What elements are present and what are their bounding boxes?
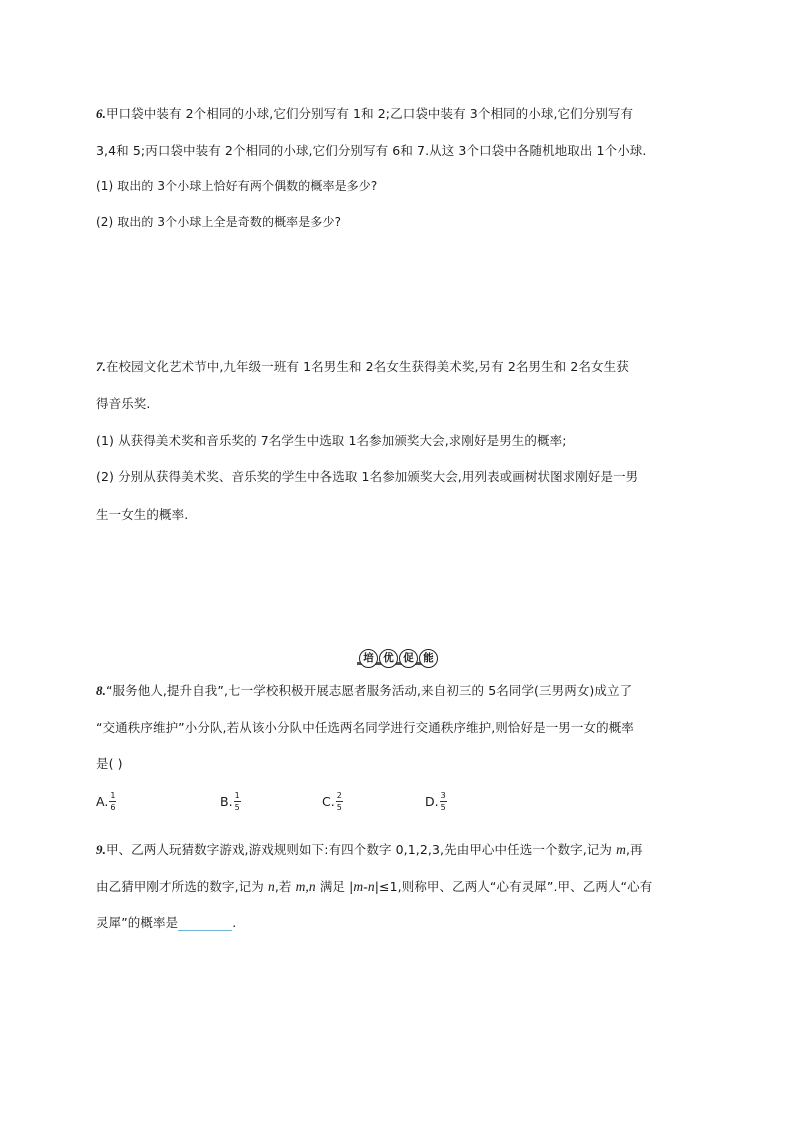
q8-text-line1: “服务他人,提升自我”,七一学校积极开展志愿者服务活动,来自初三的 5名同学(三男两女)成立了 [105,683,633,698]
q8-text-line2: “交通秩序维护”小分队,若从该小分队中任选两名同学进行交通秩序维护,则恰好是一男一女的概率 [96,720,634,735]
option-label: C. [322,794,335,809]
q6-number: 6. [96,106,106,121]
q8-option-b [220,790,241,813]
q9-text: 灵犀”的概率是 [96,915,179,930]
option-label: B. [220,794,233,809]
option-label: A. [96,794,109,809]
q9-line1 [96,842,643,858]
q6-line1 [96,106,633,122]
q9-text: 由乙猜甲刚才所选的数字,记为 [96,879,268,894]
q9-text: . [232,915,237,930]
q7-text-line1: 在校园文化艺术节中,九年级一班有 1名男生和 2名女生获得美术奖,另有 2名男生和 2名女生获 [105,359,629,374]
fraction [336,790,343,813]
variable-m: m [616,842,626,857]
q6-text-line2: 3,4和 5;丙口袋中装有 2个相同的小球,它们分别写有 6和 7.从这 3个口袋中各随机地取出 1个小球. [96,143,647,158]
q8-text-line3: 是( ) [96,756,123,771]
q7-number: 7. [96,359,106,374]
numerator: 1 [234,791,240,800]
numerator: 3 [440,791,446,800]
fraction [109,790,116,813]
banner-char: 优 [379,649,398,668]
variable-m-minus-n: m-n [353,879,375,894]
q8-option-c [322,790,343,813]
variable-n: n [267,879,275,894]
q8-line1 [96,683,632,699]
fraction [440,790,447,813]
answer-blank[interactable] [178,918,232,931]
q7-sub1: (1) 从获得美术奖和音乐奖的 7名学生中选取 1名参加颁奖大会,求刚好是男生的概率; [96,433,567,448]
section-banner [357,647,433,673]
q7-text-line2: 得音乐奖. [96,396,151,411]
denominator: 5 [440,803,446,812]
q7-sub2b: 生一女生的概率. [96,507,189,522]
q8-option-a [96,790,116,813]
q6-text-line1: 甲口袋中装有 2个相同的小球,它们分别写有 1和 2;乙口袋中装有 3个相同的小球,它们分别写有 [105,106,634,121]
q9-text: 甲、乙两人玩猜数字游戏,游戏规则如下:有四个数字 0,1,2,3,先由甲心中任选一个数字,记为 [105,842,617,857]
option-label: D. [425,794,439,809]
q9-text: ,再 [625,842,643,857]
numerator: 2 [336,791,342,800]
numerator: 1 [110,791,116,800]
q9-text: ,若 [274,879,296,894]
q7-sub2a: (2) 分别从获得美术奖、音乐奖的学生中各选取 1名参加颁奖大会,用列表或画树状图求刚好是一男 [96,469,639,484]
banner-char: 培 [359,649,378,668]
q8-option-d [425,790,447,813]
q9-line2 [96,879,652,895]
banner-char: 促 [399,649,418,668]
fraction [234,790,241,813]
q6-sub2: (2) 取出的 3个小球上全是奇数的概率是多少? [96,215,342,229]
banner-char: 能 [419,649,438,668]
q9-line3 [96,915,236,931]
denominator: 5 [234,803,240,812]
denominator: 5 [336,803,342,812]
variable-mn: m,n [295,879,316,894]
q7-line1 [96,359,629,375]
q9-number: 9. [96,842,106,857]
q8-number: 8. [96,683,106,698]
denominator: 6 [110,803,116,812]
q6-sub1: (1) 取出的 3个小球上恰好有两个偶数的概率是多少? [96,179,378,193]
q9-text: 满足 | [315,879,354,894]
q9-text: |≤1,则称甲、乙两人“心有灵犀”.甲、乙两人“心有 [374,879,653,894]
